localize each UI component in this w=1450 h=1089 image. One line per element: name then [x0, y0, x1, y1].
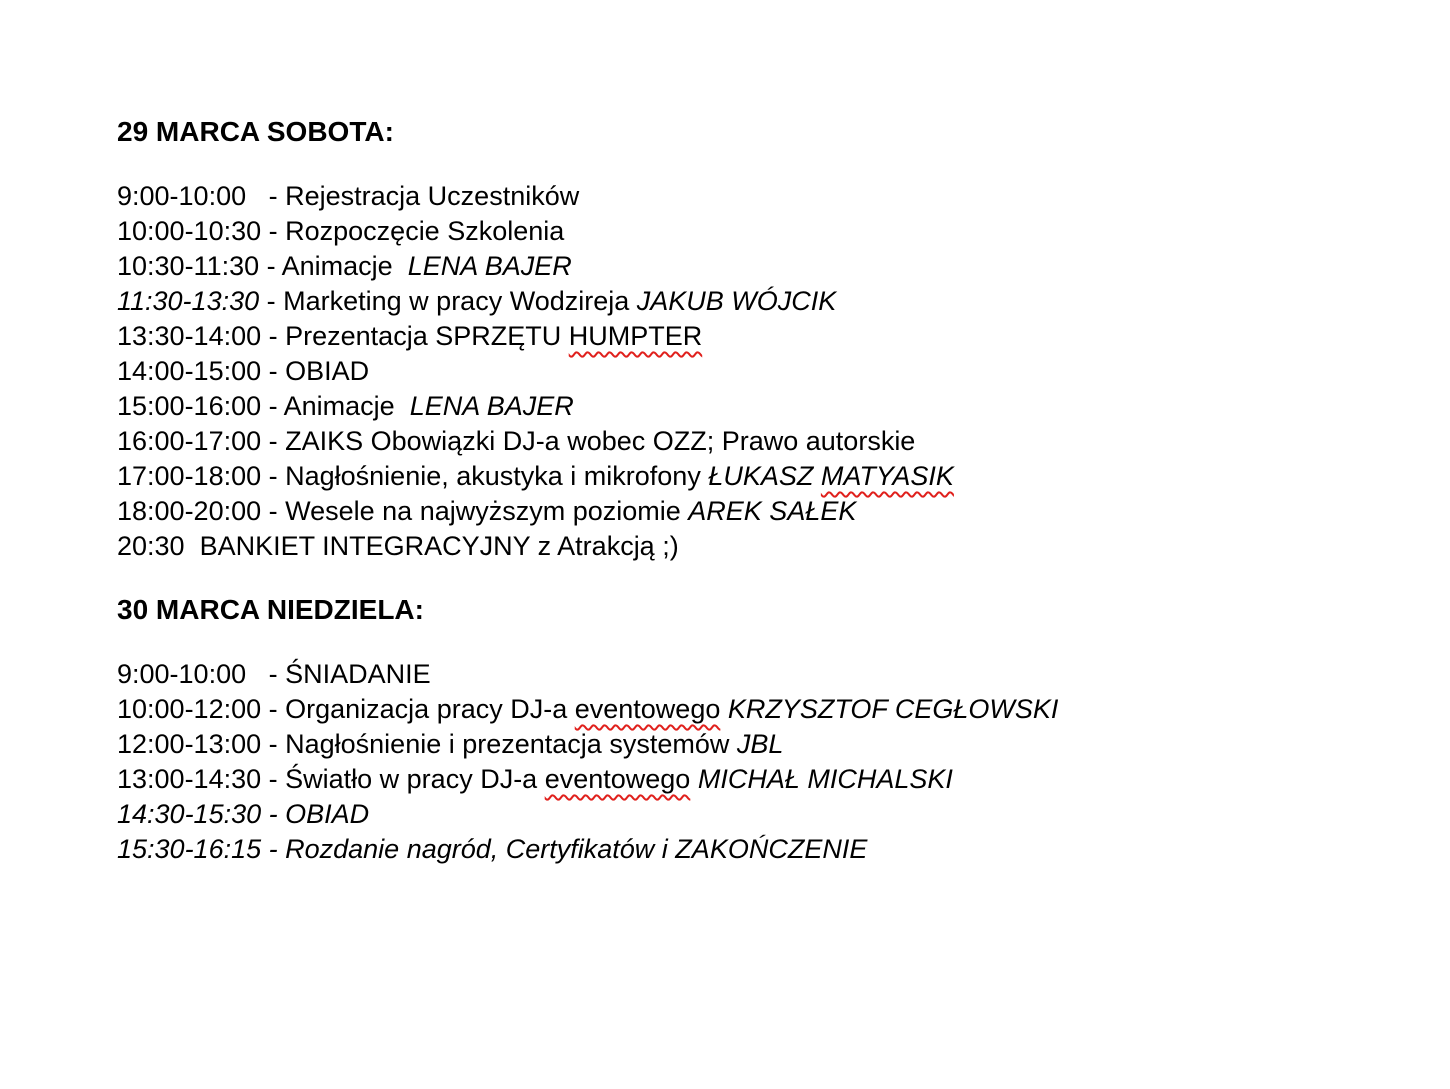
- item-text: ŚNIADANIE: [285, 659, 431, 689]
- item-time: 10:00-10:30: [117, 216, 269, 246]
- list-item: [117, 424, 1317, 459]
- list-item: [117, 797, 1317, 832]
- item-text: Rozpoczęcie Szkolenia: [285, 216, 565, 246]
- item-speaker: AREK SAŁEK: [688, 496, 857, 526]
- item-time: 10:30-11:30: [117, 251, 267, 281]
- list-item: [117, 657, 1317, 692]
- item-text: Nagłośnienie i prezentacja systemów: [285, 729, 737, 759]
- item-speaker: MICHAŁ MICHALSKI: [690, 764, 953, 794]
- item-speaker-misspelled: MATYASIK: [820, 461, 954, 491]
- list-item: [117, 459, 1317, 494]
- list-item: [117, 692, 1317, 727]
- item-time: 18:00-20:00: [117, 496, 269, 526]
- item-text: Prezentacja SPRZĘTU: [285, 321, 569, 351]
- document-page: [117, 112, 1317, 867]
- item-time: 9:00-10:00: [117, 181, 269, 211]
- list-item: [117, 832, 1317, 867]
- item-time: 14:00-15:00: [117, 356, 269, 386]
- item-text: Światło w pracy DJ-a: [285, 764, 545, 794]
- item-separator: -: [268, 694, 286, 724]
- day2-schedule-list: [117, 657, 1317, 867]
- item-speaker: ŁUKASZ: [708, 461, 821, 491]
- item-text: Rejestracja Uczestników: [285, 181, 580, 211]
- list-item: [117, 319, 1317, 354]
- list-item: [117, 529, 1317, 564]
- list-item: [117, 727, 1317, 762]
- item-separator: -: [268, 659, 286, 689]
- item-separator: -: [268, 356, 286, 386]
- item-separator: -: [268, 181, 286, 211]
- item-text-misspelled: eventowego: [574, 694, 721, 724]
- list-item: [117, 249, 1317, 284]
- day2-heading: 30 MARCA NIEDZIELA:: [117, 594, 424, 625]
- item-text-misspelled: eventowego: [544, 764, 691, 794]
- item-time: 13:30-14:00: [117, 321, 269, 351]
- item-separator: -: [268, 764, 286, 794]
- item-time: 13:00-14:30: [117, 764, 269, 794]
- item-speaker: KRZYSZTOF CEGŁOWSKI: [720, 694, 1059, 724]
- item-separator: -: [268, 216, 286, 246]
- item-text: Animacje: [283, 391, 410, 421]
- day1-heading: 29 MARCA SOBOTA:: [117, 116, 394, 147]
- item-time: 12:00-13:00: [117, 729, 269, 759]
- list-item: [117, 179, 1317, 214]
- item-time: 17:00-18:00: [117, 461, 269, 491]
- item-text: Animacje: [281, 251, 408, 281]
- item-brand-misspelled: HUMPTER: [568, 321, 703, 351]
- item-time: 9:00-10:00: [117, 659, 269, 689]
- item-text: Organizacja pracy DJ-a: [285, 694, 575, 724]
- item-speaker: JAKUB WÓJCIK: [636, 286, 837, 316]
- list-item: [117, 494, 1317, 529]
- item-speaker: JBL: [736, 729, 784, 759]
- item-separator: -: [268, 496, 286, 526]
- item-separator: -: [259, 286, 284, 316]
- item-full-line: 15:30-16:15 - Rozdanie nagród, Certyfikatów i ZAKOŃCZENIE: [117, 834, 868, 864]
- item-text: Nagłośnienie, akustyka i mikrofony: [285, 461, 709, 491]
- item-time: 11:30-13:30: [117, 286, 260, 316]
- item-separator: -: [268, 461, 286, 491]
- item-separator: -: [268, 321, 286, 351]
- item-time: 10:00-12:00: [117, 694, 269, 724]
- item-text: BANKIET INTEGRACYJNY z Atrakcją ;): [199, 531, 679, 561]
- item-time: 20:30: [117, 531, 200, 561]
- item-speaker: LENA BAJER: [407, 251, 572, 281]
- item-time: 16:00-17:00: [117, 426, 269, 456]
- item-speaker: LENA BAJER: [409, 391, 574, 421]
- list-item: [117, 354, 1317, 389]
- item-separator: -: [266, 251, 282, 281]
- item-separator: -: [268, 729, 286, 759]
- list-item: [117, 389, 1317, 424]
- item-time: 15:00-16:00: [117, 391, 269, 421]
- item-text: Wesele na najwyższym poziomie: [285, 496, 689, 526]
- item-text: ZAIKS Obowiązki DJ-a wobec OZZ; Prawo autorskie: [285, 426, 916, 456]
- item-text: Marketing w pracy Wodzireja: [283, 286, 637, 316]
- item-full-line: 14:30-15:30 - OBIAD: [117, 799, 370, 829]
- item-separator: -: [268, 426, 286, 456]
- list-item: [117, 284, 1317, 319]
- list-item: [117, 214, 1317, 249]
- day1-schedule-list: [117, 179, 1317, 564]
- item-separator: -: [268, 391, 284, 421]
- list-item: [117, 762, 1317, 797]
- item-text: OBIAD: [285, 356, 370, 386]
